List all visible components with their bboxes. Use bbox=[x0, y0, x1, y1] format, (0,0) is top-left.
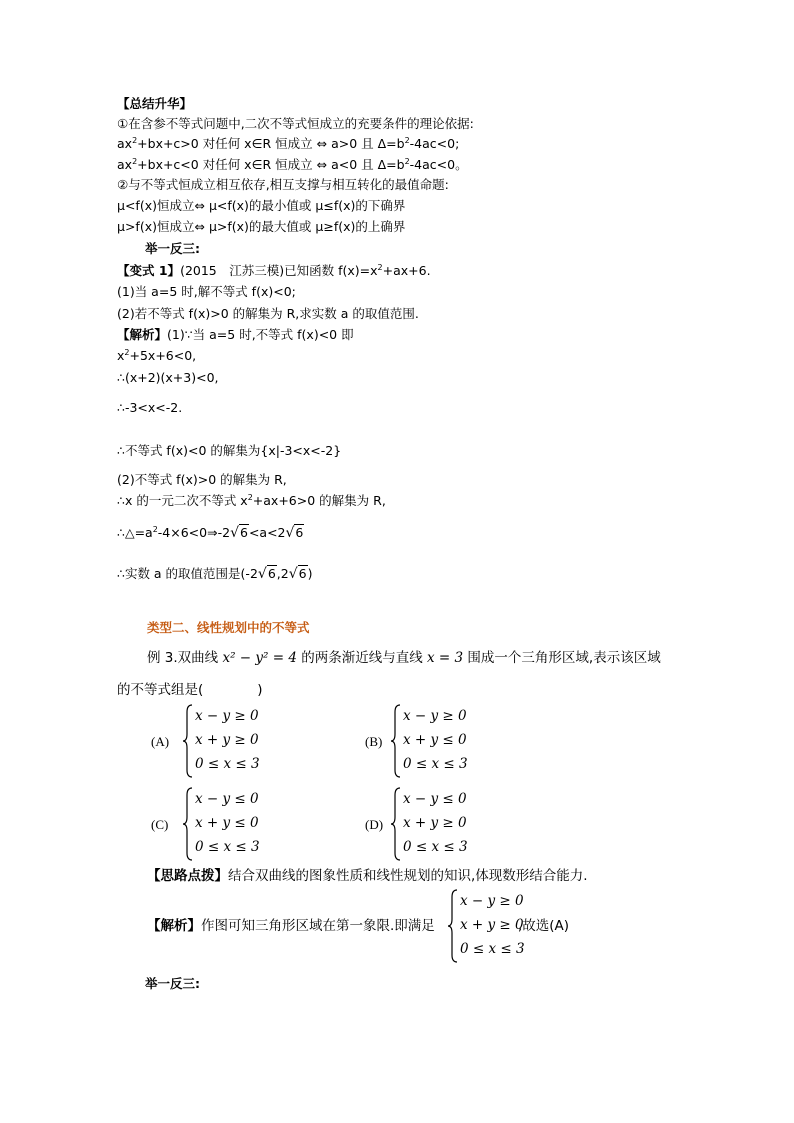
option-c-label: (C) bbox=[151, 817, 169, 832]
summary-point-2: ②与不等式恒成立相互依存,相互支撑与相互转化的最值命题: bbox=[117, 177, 449, 192]
solution-line-5: ∴不等式 f(x)<0 的解集为{x|-3<x<-2} bbox=[117, 443, 342, 458]
option-d-system: x − y ≤ 0 x + y ≥ 0 0 ≤ x ≤ 3 bbox=[391, 787, 481, 861]
solution-line-3: ∴(x+2)(x+3)<0, bbox=[117, 370, 219, 385]
example-3-line-2: 的不等式组是( ) bbox=[117, 682, 263, 698]
analysis-tail: ,故选(A) bbox=[518, 918, 570, 934]
summary-line-1: $ax^2+bx+c>0$ 对任何 x∈R 恒成立 ⇔ a>0 且 $\Delta=b^2-4ac<0$; bbox=[117, 136, 460, 151]
brace-icon bbox=[448, 889, 458, 963]
option-a-system: x − y ≥ 0 x + y ≥ 0 0 ≤ x ≤ 3 bbox=[183, 704, 273, 778]
option-a-label: (A) bbox=[151, 734, 170, 749]
variant-title: 【变式 1】(2015 江苏三模)已知函数 $f(x)=x^2+ax+6$. bbox=[117, 263, 431, 278]
summary-point-1: ①在含参不等式问题中,二次不等式恒成立的充要条件的理论依据: bbox=[117, 116, 474, 131]
summary-mu-line-1: μ<f(x)恒成立⇔ μ<f(x)的最小值或 μ≤f(x)的下确界 bbox=[117, 198, 406, 213]
analysis-line: 【解析】作图可知三角形区域在第一象限.即满足 bbox=[147, 918, 435, 934]
hint-line: 【思路点拨】结合双曲线的图象性质和线性规划的知识,体现数形结合能力. bbox=[147, 868, 588, 884]
variant-question-2: (2)若不等式 f(x)>0 的解集为 R,求实数 a 的取值范围. bbox=[117, 306, 419, 321]
analysis-system: x − y ≥ 0 x + y ≥ 0 0 ≤ x ≤ 3 bbox=[448, 889, 528, 963]
brace-icon bbox=[391, 704, 401, 778]
solution-line-8: $\therefore\triangle=a^2-4\times 6<0\Rightarrow-2√6<a<2√6$ bbox=[117, 525, 304, 541]
iff-symbol: ⇔ bbox=[316, 136, 328, 151]
sqrt-six: √6 bbox=[230, 525, 248, 541]
practice-heading-1: 举一反三: bbox=[145, 241, 200, 256]
option-c-system: x − y ≤ 0 x + y ≤ 0 0 ≤ x ≤ 3 bbox=[183, 787, 273, 861]
section-type-2: 类型二、线性规划中的不等式 bbox=[147, 620, 310, 635]
option-b-label: (B) bbox=[365, 734, 383, 749]
brace-icon bbox=[391, 787, 401, 861]
option-d-label: (D) bbox=[365, 817, 384, 832]
summary-mu-line-2: μ>f(x)恒成立⇔ μ>f(x)的最大值或 μ≥f(x)的上确界 bbox=[117, 219, 406, 234]
solution-line-1: 【解析】(1)∵当 a=5 时,不等式 f(x)<0 即 bbox=[117, 327, 354, 342]
brace-icon bbox=[183, 704, 193, 778]
solution-line-6: (2)不等式 f(x)>0 的解集为 R, bbox=[117, 472, 287, 487]
solution-line-4: ∴-3<x<-2. bbox=[117, 400, 183, 415]
solution-line-7: ∴x 的一元二次不等式 $x^2+ax+6>0$ 的解集为 R, bbox=[117, 493, 386, 508]
solution-line-9: ∴实数 a 的取值范围是(-2√6,2√6) bbox=[117, 566, 313, 582]
variant-question-1: (1)当 a=5 时,解不等式 f(x)<0; bbox=[117, 284, 296, 299]
example-3-line-1: 例 3.双曲线 x² − y² = 4 的两条渐近线与直线 x = 3 围成一个三角形区域,表示该区域 bbox=[147, 650, 661, 666]
option-b-system: x − y ≥ 0 x + y ≤ 0 0 ≤ x ≤ 3 bbox=[391, 704, 481, 778]
sqrt-six: √6 bbox=[285, 525, 304, 541]
summary-line-2: $ax^2+bx+c<0$ 对任何 x∈R 恒成立 ⇔ a<0 且 $\Delta=b^2-4ac<0$。 bbox=[117, 157, 468, 172]
summary-heading: 【总结升华】 bbox=[117, 96, 193, 111]
brace-icon bbox=[183, 787, 193, 861]
iff-symbol: ⇔ bbox=[316, 157, 328, 172]
solution-line-2: $x^2+5x+6<0$, bbox=[117, 348, 197, 363]
sqrt-six: √6 bbox=[257, 566, 276, 582]
practice-heading-2: 举一反三: bbox=[145, 976, 200, 991]
sqrt-six: √6 bbox=[288, 566, 307, 582]
